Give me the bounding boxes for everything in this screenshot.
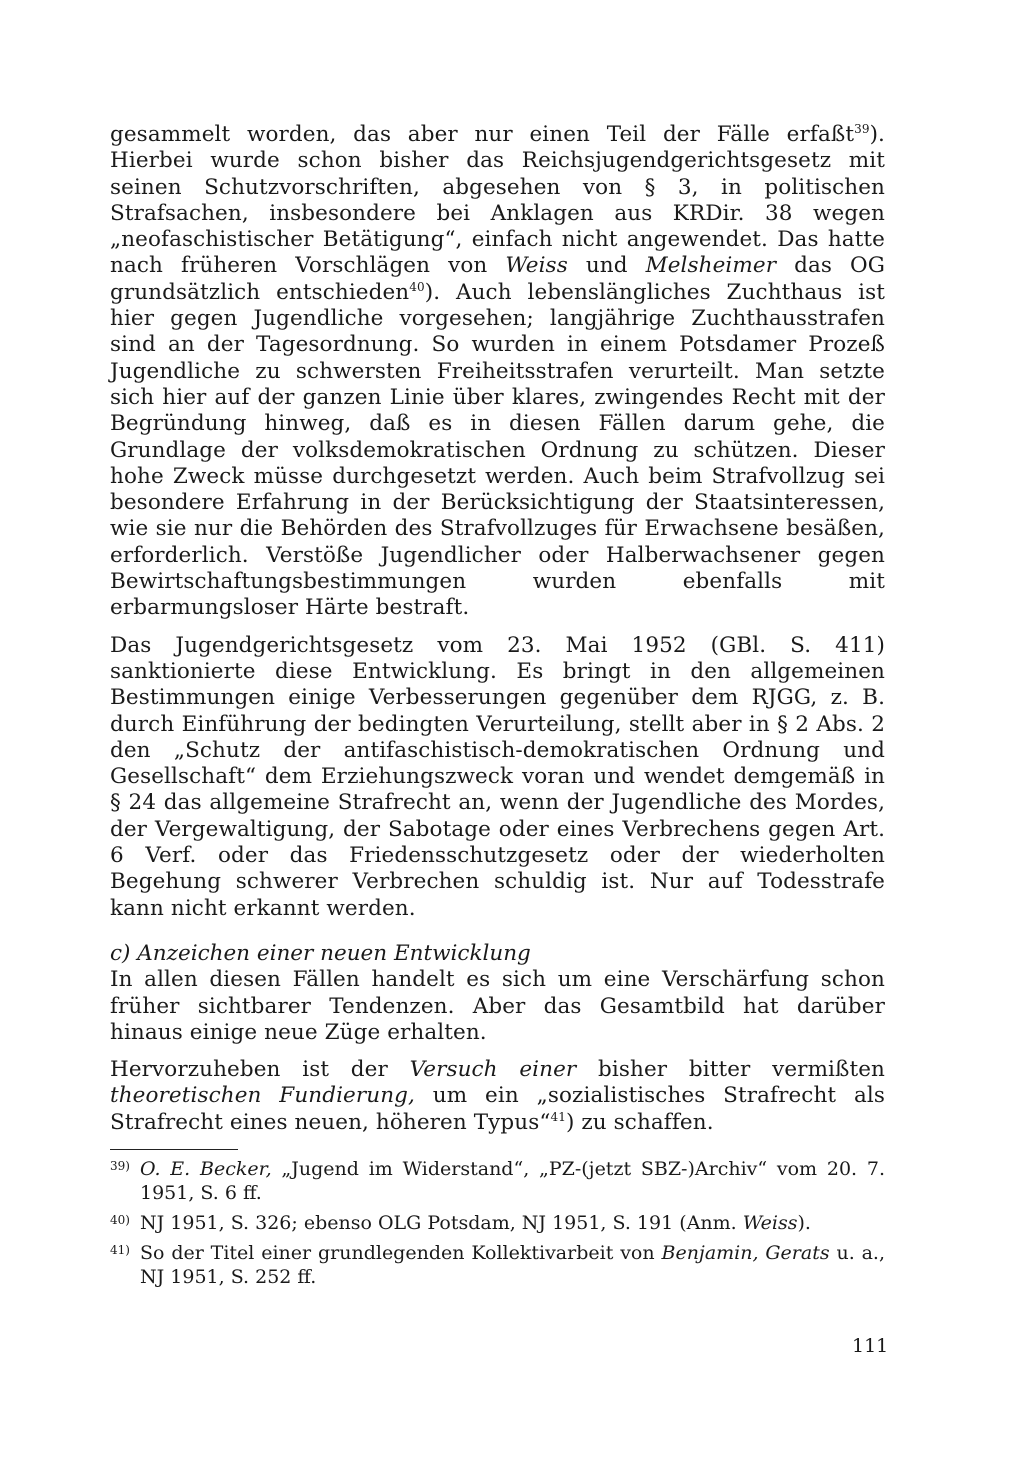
text-run: ). — [797, 1211, 811, 1234]
page-number: 111 — [852, 1335, 889, 1357]
text-run: ). Hierbei wurde schon bisher das Reichsjugendgerichtsgesetz mit seinen Schutzvorschriften, abgesehen von § 3, in politischen Strafsachen, insbesondere bei Anklagen aus KRDir. 38 wegen „neofaschistischer Betätigung“, einfach nicht angewendet. Das hatte nach früheren Vorschlägen von — [110, 122, 885, 279]
text-run: Hervorzuheben ist der — [110, 1057, 410, 1083]
name-weiss: Weiss — [505, 253, 568, 279]
footnote-number: 39) — [110, 1158, 130, 1173]
footnote-39 — [110, 1157, 885, 1205]
footnote-number: 41) — [110, 1242, 130, 1257]
name-melsheimer: Melsheimer — [645, 253, 777, 279]
text-run: u. a., NJ 1951, S. 252 ff. — [140, 1241, 886, 1288]
text-run: NJ 1951, S. 326; ebenso OLG Potsdam, NJ 1951, S. 191 (Anm. — [140, 1211, 743, 1234]
paragraph-1 — [110, 122, 885, 622]
text-run: gesammelt worden, das aber nur einen Teil der Fälle erfaßt — [110, 122, 855, 147]
emphasis-versuch: Versuch einer — [409, 1057, 577, 1083]
footnote-41 — [110, 1241, 885, 1289]
footnote-author: Weiss — [742, 1211, 798, 1234]
text-run: bisher bitter vermißten — [576, 1057, 886, 1083]
page-body — [110, 122, 885, 1295]
paragraph-4 — [110, 1057, 885, 1136]
paragraph-2: Das Jugendgerichtsgesetz vom 23. Mai 1952 (GBl. S. 411) sanktionierte diese Entwicklung. Es bringt in den allgemeinen Bestimmungen einige Verbesserungen gegenüber dem RJGG, z. B. durch Einführung der bedingten Verurteilung, stellt aber in § 2 Abs. 2 den „Schutz der antifaschistisch-demokratischen Ordnung und Gesellschaft“ dem Erziehungszweck voran und wendet demgemäß in § 24 das allgemeine Strafrecht an, wenn der Jugendliche des Mordes, der Vergewaltigung, der Sabotage oder eines Verbrechens gegen Art. 6 Verf. oder das Friedensschutzgesetz oder der wiederholten Begehung schwerer Verbrechen schuldig ist. Nur auf Todesstrafe kann nicht erkannt werden. — [110, 632, 885, 921]
footnote-text — [140, 1211, 885, 1235]
footnote-text — [140, 1241, 885, 1289]
footnote-text — [140, 1157, 885, 1205]
footnote-divider — [110, 1149, 238, 1150]
footnote-number: 40) — [110, 1212, 130, 1227]
text-run: So der Titel einer grundlegenden Kollektivarbeit von — [140, 1241, 662, 1264]
text-run: das OG grundsätzlich entschieden — [110, 253, 885, 305]
text-run: ) zu schaffen. — [565, 1109, 714, 1135]
text-run: „Jugend im Widerstand“, „PZ-(jetzt SBZ-)Archiv“ vom 20. 7. 1951, S. 6 ff. — [140, 1157, 885, 1204]
text-run: ). Auch lebenslängliches Zuchthaus ist hier gegen Jugendliche vorgesehen; langjährige Zuchthausstrafen sind an der Tagesordnung. So wurden in einem Potsdamer Prozeß Jugendliche zu schwersten Freiheitsstrafen verurteilt. Man setzte sich hier auf der ganzen Linie über klares, zwingendes Recht mit der Begründung hinweg, daß es in diesen Fällen darum gehe, die Grundlage der volksdemokratischen Ordnung zu schützen. Dieser hohe Zweck müsse durchgesetzt werden. Auch beim Strafvollzug sei besondere Erfahrung in der Berücksichtigung der Staatsinteressen, wie sie nur die Behörden des Strafvollzuges für Erwachsene besäßen, erforderlich. Verstöße Jugendlicher oder Halberwachsener gegen Bewirtschaftungsbestimmungen wurden ebenfalls mit erbarmungsloser Härte bestraft. — [110, 279, 885, 621]
text-run: und — [567, 253, 646, 279]
section-heading: c) Anzeichen einer neuen Entwicklung — [110, 940, 531, 966]
footnote-ref-40[interactable]: 40 — [409, 279, 425, 294]
footnote-author: Benjamin, Gerats — [661, 1241, 830, 1264]
footnote-author: O. E. Becker, — [140, 1157, 272, 1180]
footnote-ref-39[interactable]: 39 — [854, 122, 870, 136]
footnote-40 — [110, 1211, 885, 1235]
emphasis-fundierung: theoretischen Fundierung, — [110, 1083, 415, 1109]
footnote-ref-41[interactable]: 41 — [550, 1109, 566, 1124]
paragraph-3: In allen diesen Fällen handelt es sich um eine Verschärfung schon früher sichtbarer Tendenzen. Aber das Gesamtbild hat darüber hinaus einige neue Züge erhalten. — [110, 967, 885, 1045]
text-run: um ein „sozialistisches Strafrecht als Strafrecht eines neuen, höheren Typus“ — [110, 1083, 885, 1135]
